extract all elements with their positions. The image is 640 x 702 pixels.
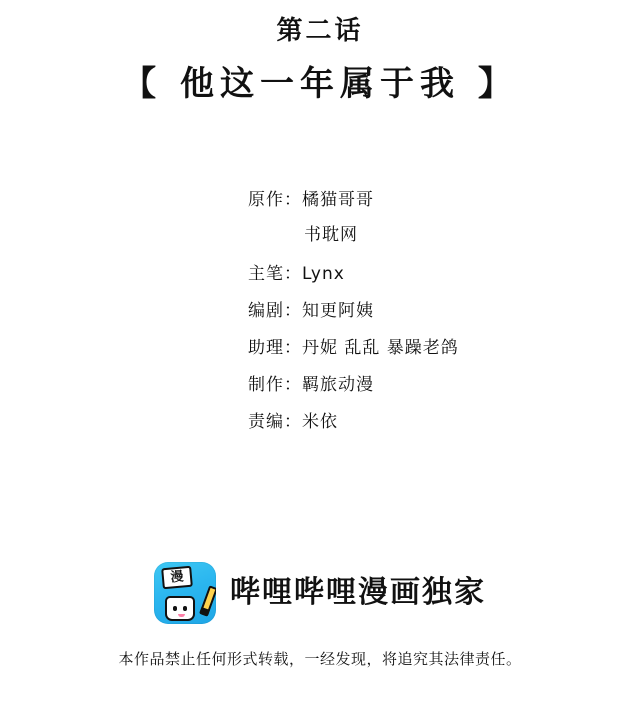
credit-value: 橘猫哥哥 (302, 190, 374, 210)
credit-role: 责编 (248, 412, 284, 432)
credit-value: 书耽网 (304, 225, 358, 245)
credit-row (248, 297, 608, 325)
credit-value: 丹妮 乱乱 暴躁老鸽 (302, 338, 459, 358)
credit-row (248, 334, 608, 362)
credit-role: 主笔 (248, 264, 284, 284)
credit-row (248, 408, 608, 436)
copyright-disclaimer: 本作品禁止任何形式转载，一经发现，将追究其法律责任。 (118, 650, 522, 668)
logo-glyph: 漫 (169, 569, 185, 586)
credit-value: Lynx (302, 264, 345, 284)
credit-role: 制作 (248, 375, 284, 395)
credit-value: 羁旅动漫 (302, 375, 374, 395)
credit-row (248, 260, 608, 288)
bilibili-manga-logo-icon (154, 562, 216, 624)
credit-separator: ： (284, 338, 302, 358)
credit-separator: ： (284, 412, 302, 432)
credit-role: 原作 (248, 190, 284, 210)
credit-separator: ： (284, 264, 302, 284)
logo-mouth (178, 614, 185, 617)
credit-separator: ： (284, 375, 302, 395)
credit-separator: ： (284, 190, 302, 210)
logo-pen-shape (199, 585, 216, 616)
credit-role: 助理 (248, 338, 284, 358)
logo-eye-right (183, 606, 187, 611)
credit-row (248, 186, 608, 214)
logo-eye-left (173, 606, 177, 611)
chapter-label: 第二话 (276, 16, 364, 46)
credit-role: 编剧 (248, 301, 284, 321)
credit-value: 米依 (302, 412, 338, 432)
credit-value: 知更阿姨 (302, 301, 374, 321)
credits-list (248, 186, 608, 445)
credit-row (304, 221, 608, 249)
publisher-name: 哔哩哔哩漫画独家 (230, 575, 486, 610)
credit-separator: ： (284, 301, 302, 321)
publisher-block (0, 562, 640, 624)
chapter-title: 【 他这一年属于我 】 (122, 64, 518, 104)
credit-row (248, 371, 608, 399)
logo-face-shape (165, 596, 195, 621)
logo-paper-shape (161, 566, 193, 590)
title-block (0, 14, 640, 106)
